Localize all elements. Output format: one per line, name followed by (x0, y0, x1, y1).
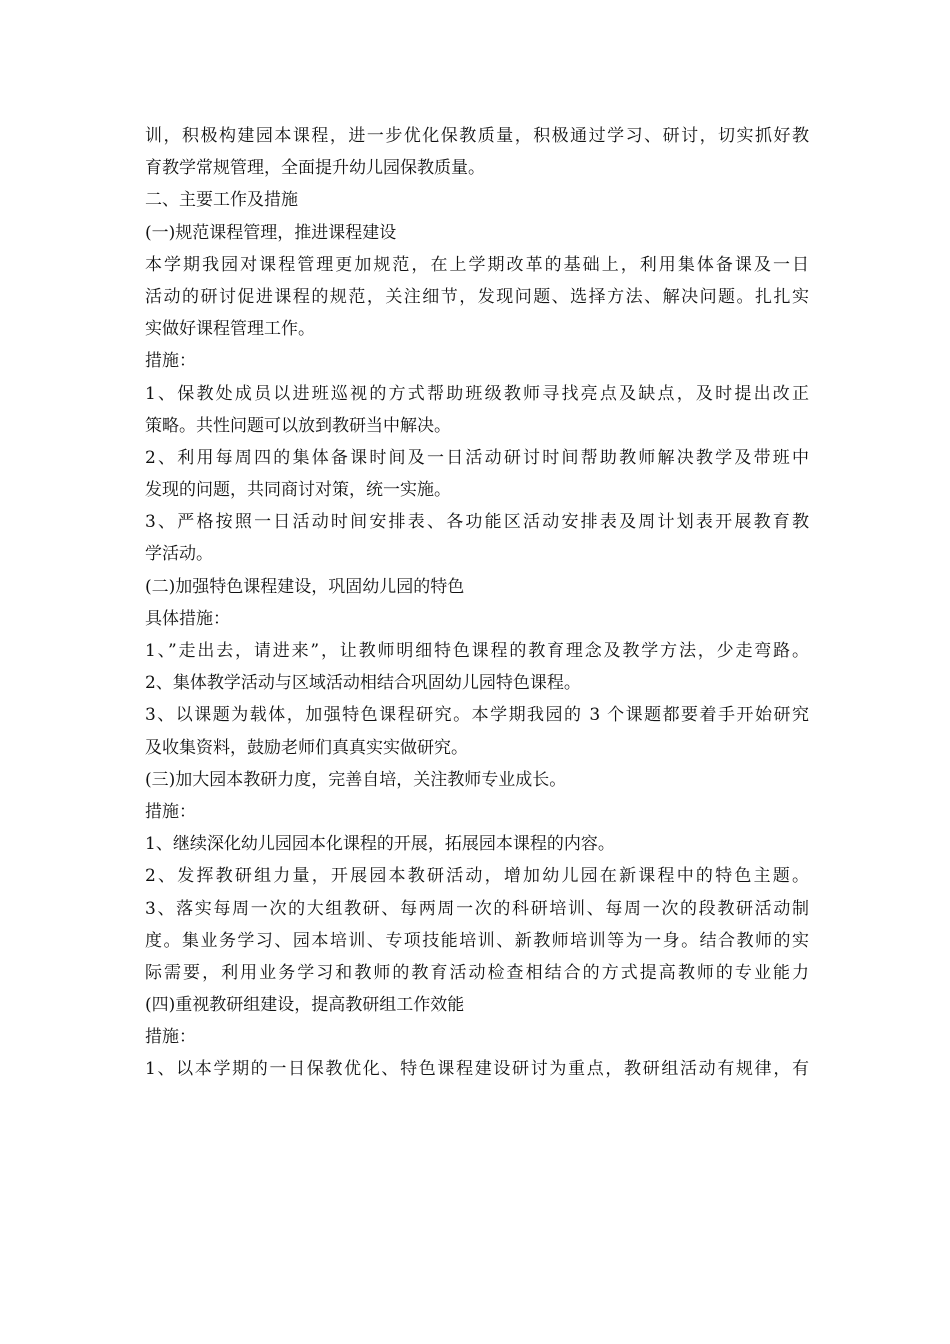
text-line: (二)加强特色课程建设，巩固幼儿园的特色 (145, 576, 465, 597)
text-line: 实做好课程管理工作。 (145, 319, 315, 340)
text-line: 具体措施： (145, 608, 230, 629)
text-line: 措施： (145, 801, 196, 822)
document-body (145, 120, 809, 1086)
text-line: 度。集业务学习、园本培训、专项技能培训、新教师培训等为一身。结合教师的实 (145, 930, 809, 951)
text-line: 3、落实每周一次的大组教研、每两周一次的科研培训、每周一次的段教研活动制 (145, 898, 809, 919)
text-line: 本学期我园对课程管理更加规范，在上学期改革的基础上，利用集体备课及一日 (145, 254, 809, 275)
text-line: 策略。共性问题可以放到教研当中解决。 (145, 415, 451, 436)
text-line: 2、集体教学活动与区域活动相结合巩固幼儿园特色课程。 (145, 673, 581, 694)
text-line: 3、以课题为载体，加强特色课程研究。本学期我园的 3 个课题都要着手开始研究 (145, 705, 809, 726)
text-line: 学活动。 (145, 544, 213, 565)
text-line: 措施： (145, 351, 196, 372)
text-line: 3、严格按照一日活动时间安排表、各功能区活动安排表及周计划表开展教育教 (145, 512, 809, 533)
text-line: (一)规范课程管理，推进课程建设 (145, 222, 397, 243)
text-line: 2、利用每周四的集体备课时间及一日活动研讨时间帮助教师解决教学及带班中 (145, 447, 809, 468)
text-line: 二、主要工作及措施 (145, 190, 298, 211)
text-line: 育教学常规管理，全面提升幼儿园保教质量。 (145, 158, 485, 179)
text-line: 际需要，利用业务学习和教师的教育活动检查相结合的方式提高教师的专业能力 (145, 962, 809, 983)
text-line: (三)加大园本教研力度，完善自培，关注教师专业成长。 (145, 769, 567, 790)
text-line: 2、发挥教研组力量，开展园本教研活动，增加幼儿园在新课程中的特色主题。 (145, 866, 809, 887)
text-line: 训，积极构建园本课程，进一步优化保教质量，积极通过学习、研讨，切实抓好教 (145, 126, 809, 146)
text-line: 1、继续深化幼儿园园本化课程的开展，拓展园本课程的内容。 (145, 834, 615, 855)
text-line: 1、保教处成员以进班巡视的方式帮助班级教师寻找亮点及缺点，及时提出改正 (145, 383, 809, 404)
text-line: 发现的问题，共同商讨对策，统一实施。 (145, 480, 451, 501)
text-line: 1、以本学期的一日保教优化、特色课程建设研讨为重点，教研组活动有规律，有 (145, 1059, 809, 1080)
text-line: 活动的研讨促进课程的规范，关注细节，发现问题、选择方法、解决问题。扎扎实 (145, 286, 809, 307)
text-line: 措施： (145, 1027, 196, 1048)
text-line: 1、”走出去，请进来”，让教师明细特色课程的教育理念及教学方法，少走弯路。 (145, 641, 809, 661)
text-line: (四)重视教研组建设，提高教研组工作效能 (145, 995, 465, 1016)
text-line: 及收集资料，鼓励老师们真真实实做研究。 (145, 737, 468, 758)
